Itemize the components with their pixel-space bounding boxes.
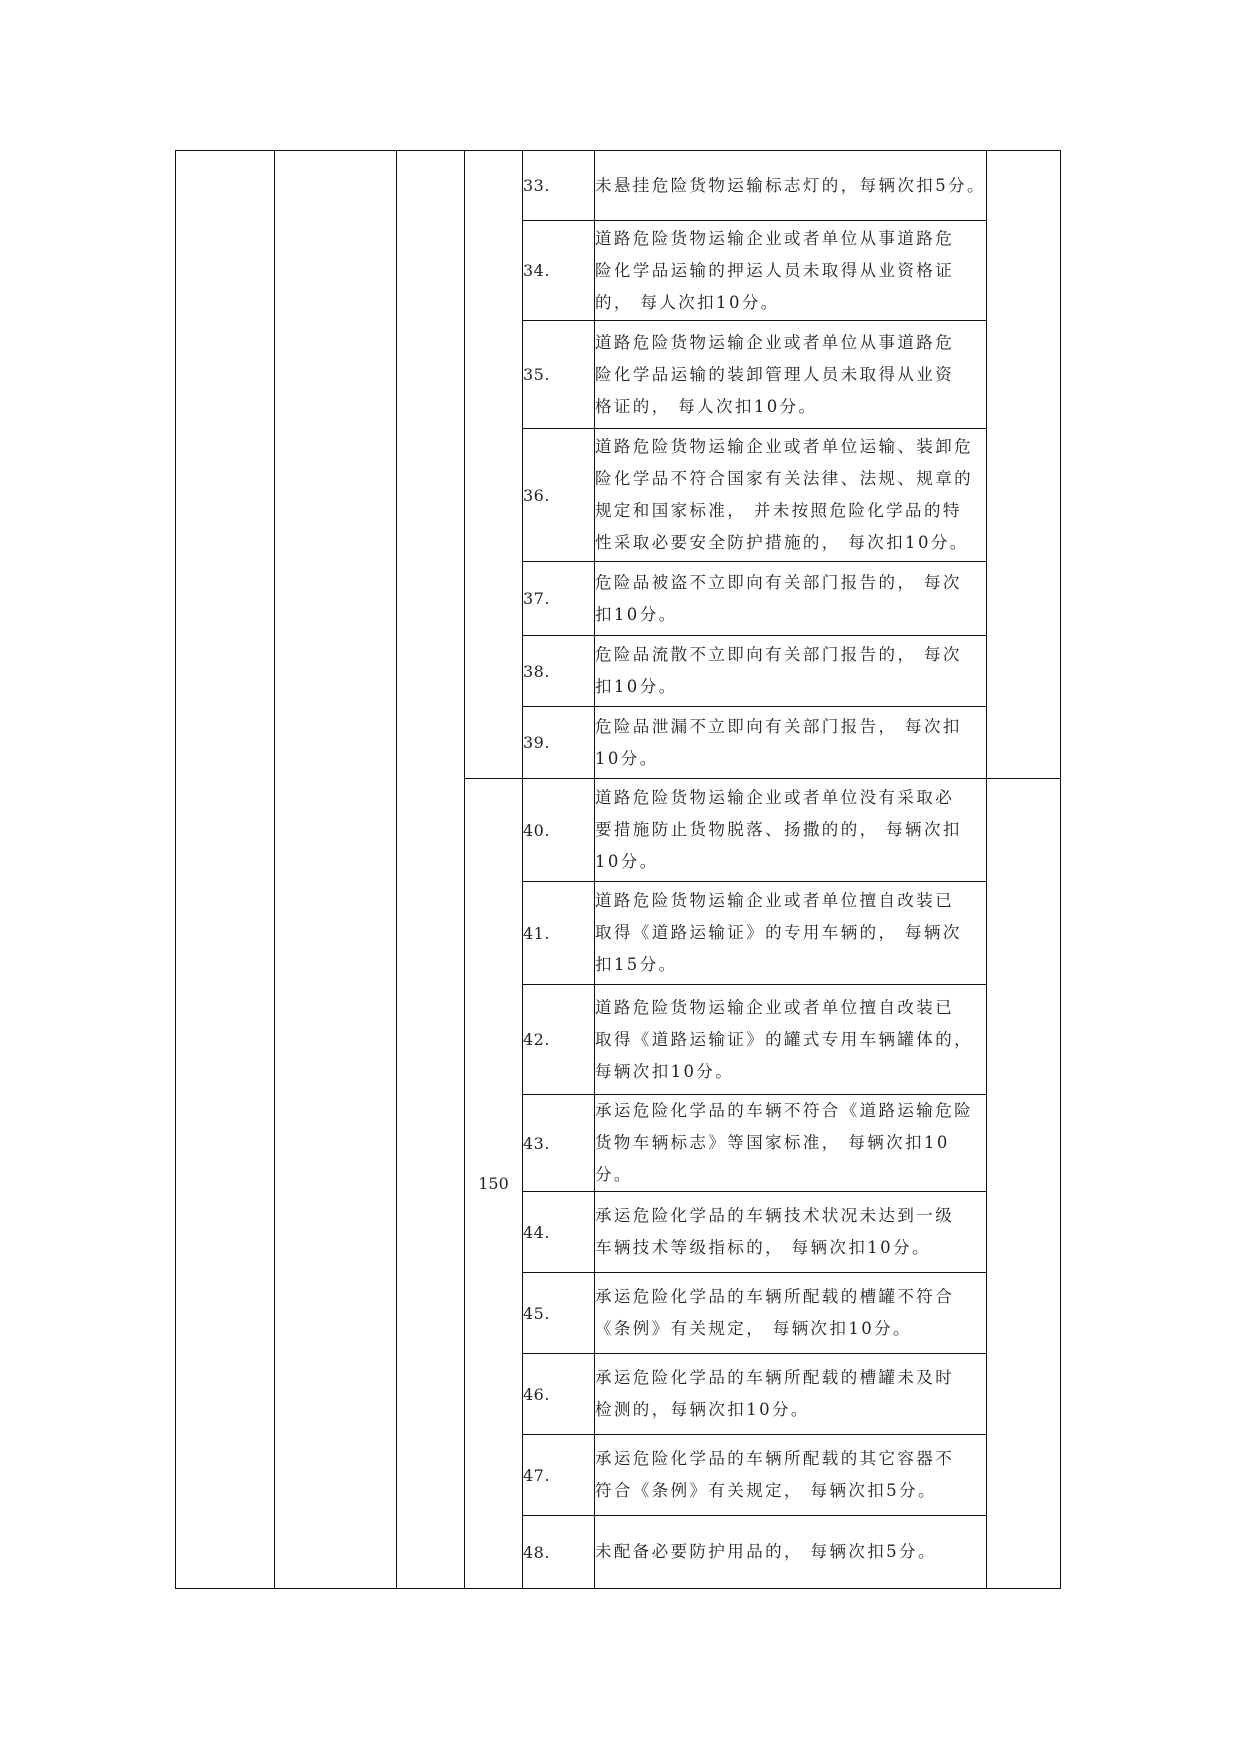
deduction-table	[175, 150, 1061, 1589]
result-cell-lower	[987, 779, 1061, 1589]
item-number: 33.	[523, 151, 595, 221]
item-description: 未配备必要防护用品的， 每辆次扣5分。	[595, 1516, 987, 1589]
item-description: 承运危险化学品的车辆所配载的槽罐未及时 检测的，每辆次扣10分。	[595, 1354, 987, 1435]
item-description: 危险品泄漏不立即向有关部门报告， 每次扣 10分。	[595, 707, 987, 779]
item-number: 34.	[523, 221, 595, 321]
item-description: 危险品流散不立即向有关部门报告的， 每次 扣10分。	[595, 636, 987, 707]
item-description: 道路危险货物运输企业或者单位运输、装卸危 险化学品不符合国家有关法律、法规、规章的 规定和国家标准， 并未按照危险化学品的特 性采取必要安全防护措施的， 每次扣10分。	[595, 429, 987, 562]
item-number: 45.	[523, 1273, 595, 1354]
item-description: 承运危险化学品的车辆所配载的槽罐不符合 《条例》有关规定， 每辆次扣10分。	[595, 1273, 987, 1354]
item-number: 37.	[523, 562, 595, 636]
item-description: 承运危险化学品的车辆不符合《道路运输危险 货物车辆标志》等国家标准， 每辆次扣10分。	[595, 1095, 987, 1192]
item-number: 48.	[523, 1516, 595, 1589]
score-cell: 150	[465, 779, 523, 1589]
item-number: 46.	[523, 1354, 595, 1435]
item-description: 危险品被盗不立即向有关部门报告的， 每次 扣10分。	[595, 562, 987, 636]
result-cell-upper	[987, 151, 1061, 779]
item-number: 47.	[523, 1435, 595, 1516]
standard-cell	[397, 151, 465, 1589]
category-cell	[176, 151, 275, 1589]
item-number: 39.	[523, 707, 595, 779]
item-number: 35.	[523, 321, 595, 429]
item-description: 道路危险货物运输企业或者单位从事道路危 险化学品运输的装卸管理人员未取得从业资 格证的， 每人次扣10分。	[595, 321, 987, 429]
item-description: 道路危险货物运输企业或者单位从事道路危 险化学品运输的押运人员未取得从业资格证 的， 每人次扣10分。	[595, 221, 987, 321]
item-number: 38.	[523, 636, 595, 707]
item-number: 40.	[523, 779, 595, 882]
item-number: 42.	[523, 985, 595, 1095]
content-cell	[275, 151, 397, 1589]
item-description: 道路危险货物运输企业或者单位擅自改装已 取得《道路运输证》的专用车辆的， 每辆次 扣15分。	[595, 882, 987, 985]
item-description: 道路危险货物运输企业或者单位擅自改装已 取得《道路运输证》的罐式专用车辆罐体的， 每辆次扣10分。	[595, 985, 987, 1095]
item-number: 43.	[523, 1095, 595, 1192]
item-description: 未悬挂危险货物运输标志灯的，每辆次扣5分。	[595, 151, 987, 221]
score-cell-upper	[465, 151, 523, 779]
item-description: 承运危险化学品的车辆所配载的其它容器不 符合《条例》有关规定， 每辆次扣5分。	[595, 1435, 987, 1516]
item-description: 道路危险货物运输企业或者单位没有采取必 要措施防止货物脱落、扬撒的的， 每辆次扣 10分。	[595, 779, 987, 882]
table-row	[176, 151, 1061, 221]
item-number: 36.	[523, 429, 595, 562]
item-description: 承运危险化学品的车辆技术状况未达到一级 车辆技术等级指标的， 每辆次扣10分。	[595, 1192, 987, 1273]
item-number: 41.	[523, 882, 595, 985]
item-number: 44.	[523, 1192, 595, 1273]
